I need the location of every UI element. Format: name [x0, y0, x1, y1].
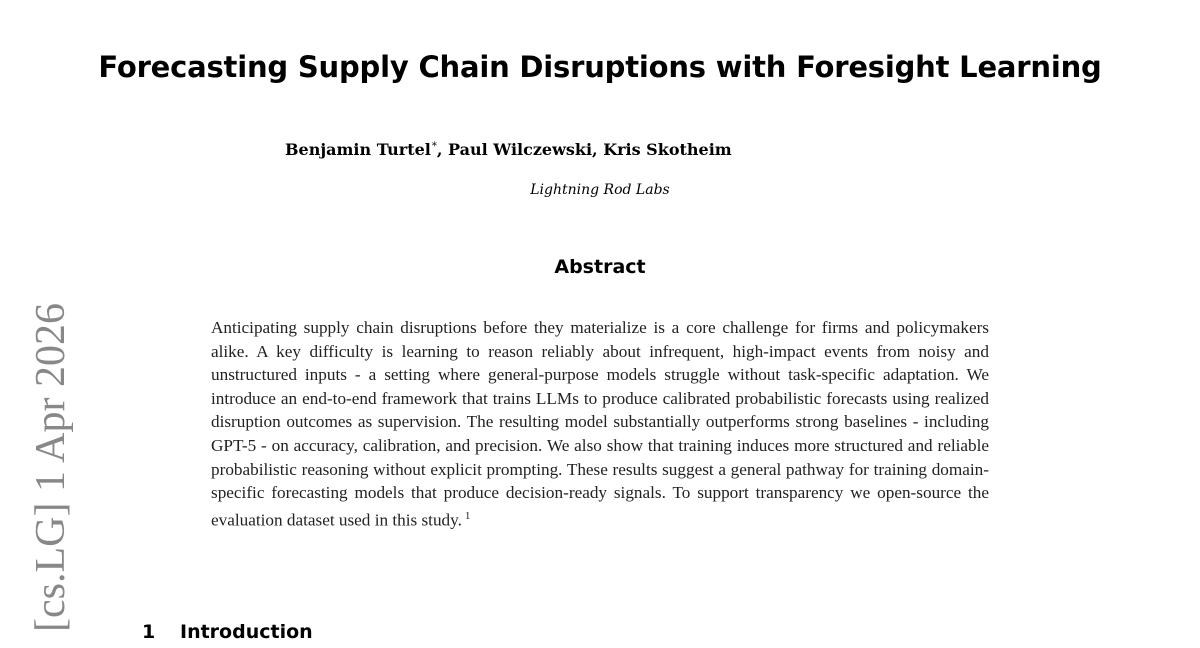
abstract-footnote-mark: 1 [464, 509, 471, 522]
author-others: , Paul Wilczewski, Kris Skotheim [436, 140, 732, 159]
abstract-body [211, 316, 989, 532]
paper-title: Forecasting Supply Chain Disruptions with Foresight Learning [98, 50, 1102, 84]
author-list [285, 140, 732, 159]
affiliation: Lightning Rod Labs [530, 182, 670, 198]
section-heading-introduction [142, 621, 313, 643]
arxiv-watermark: [cs.LG] 1 Apr 2026 [28, 303, 74, 632]
abstract-heading: Abstract [554, 256, 646, 278]
section-number: 1 [142, 621, 156, 643]
author-first: Benjamin Turtel [285, 140, 431, 159]
author-footnote-mark: * [431, 140, 437, 152]
abstract-text: Anticipating supply chain disruptions before they materialize is a core challenge for firms and policymakers alike. A key difficulty is learning to reason reliably about infrequent, high-impact events from noisy and unstructured inputs - a setting where general-purpose models struggle without task-specific adaptation. We introduce an end-to-end framework that trains LLMs to produce calibrated probabilistic forecasts using realized disruption outcomes as supervision. The resulting model substantially outperforms strong baselines - including GPT-5 - on accuracy, calibration, and precision. We also show that training induces more structured and reliable probabilistic reasoning without explicit prompting. These results suggest a general pathway for training domain-specific forecasting models that produce decision-ready signals. To support transparency we open-source the evaluation dataset used in this study. [211, 318, 989, 530]
section-title: Introduction [180, 621, 313, 643]
